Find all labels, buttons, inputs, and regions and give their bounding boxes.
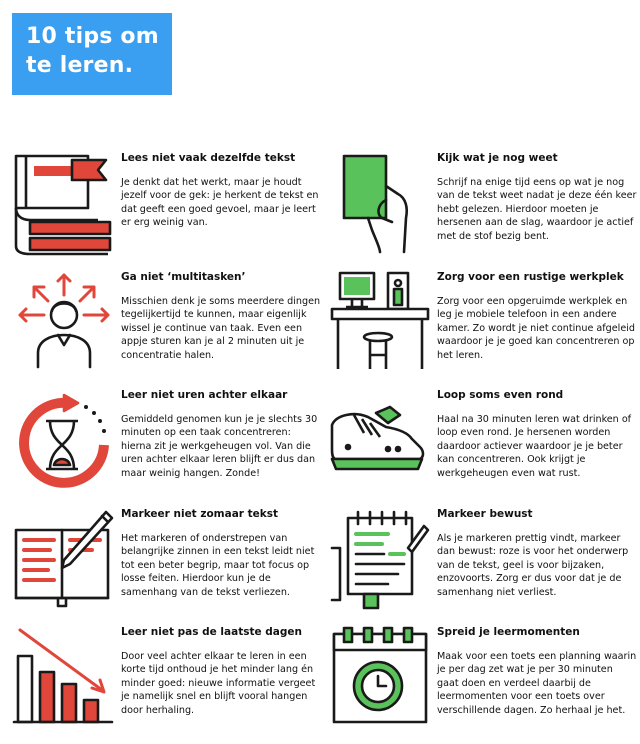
calendar-clock-icon xyxy=(328,626,432,730)
tip-heading: Kijk wat je nog weet xyxy=(437,152,558,164)
book-marker-icon xyxy=(12,508,116,612)
tip-body: Misschien denk je soms meerdere dingen tegelijkertijd te kunnen, maar eigenlijk wissel je continue van taak. Even een appje sturen kan je al 2 minuten uit je concentratie halen. xyxy=(121,296,321,361)
tip-heading: Spreid je leermomenten xyxy=(437,626,580,638)
tip-6 xyxy=(328,389,632,507)
tip-body: Het markeren of onderstrepen van belangrijke zinnen in een tekst leidt niet tot een beter begrip, maar tot focus op losse feiten. Hierdoor kun je de samenhang van de tekst verliezen. xyxy=(121,533,315,598)
tip-heading: Markeer bewust xyxy=(437,508,533,520)
tip-2 xyxy=(328,152,637,270)
tip-9 xyxy=(12,626,316,744)
tip-heading: Lees niet vaak dezelfde tekst xyxy=(121,152,296,164)
tip-heading: Zorg voor een rustige werkplek xyxy=(437,271,624,283)
tip-10 xyxy=(328,626,637,744)
tip-1 xyxy=(12,152,319,270)
notebook-pen-icon xyxy=(328,508,432,612)
tip-4 xyxy=(328,271,635,389)
tip-heading: Leer niet pas de laatste dagen xyxy=(121,626,302,638)
desk-computer-icon xyxy=(328,271,432,375)
multitask-person-icon xyxy=(12,271,116,375)
tip-body: Je denkt dat het werkt, maar je houdt jezelf voor de gek: je herkent de tekst en dat geeft een goed gevoel, maar je leert er erg weinig van. xyxy=(121,177,319,229)
tip-body: Haal na 30 minuten leren wat drinken of loop even rond. Je hersenen worden daardoor actiever waardoor je je beter kan concentreren. Ook krijgt je werkgeheugen even wat rust. xyxy=(437,414,632,479)
tip-8 xyxy=(328,508,628,626)
tip-3 xyxy=(12,271,321,389)
tip-body: Als je markeren prettig vindt, markeer dan bewust: roze is voor het onderwerp van de tekst, geel is voor bijzaken, enzovoorts. Zorg er dus voor dat je de samenhang niet verliest. xyxy=(437,533,629,598)
sneaker-icon xyxy=(328,389,432,493)
tip-heading: Markeer niet zomaar tekst xyxy=(121,508,279,520)
tip-body: Gemiddeld genomen kun je je slechts 30 minuten op een taak concentreren: hierna zit je werkgeheugen vol. Van die uren achter elkaar leren blijft er dus dan maar weinig hangen. Zonde! xyxy=(121,414,318,479)
tip-heading: Leer niet uren achter elkaar xyxy=(121,389,288,401)
green-card-hand-icon xyxy=(328,152,432,256)
tip-heading: Ga niet ‘multitasken’ xyxy=(121,271,246,283)
hourglass-cycle-icon xyxy=(12,389,116,493)
tip-heading: Loop soms even rond xyxy=(437,389,564,401)
title-line-1: 10 tips om xyxy=(26,24,159,49)
books-icon xyxy=(12,152,116,256)
tip-body: Zorg voor een opgeruimde werkplek en leg je mobiele telefoon in een andere kamer. Zo wordt je niet continue afgeleid waardoor je je goed kan concentreren op het leren. xyxy=(437,296,635,361)
title-line-2: te leren. xyxy=(26,53,134,78)
tip-body: Maak voor een toets een planning waarin je per dag zet wat je per 30 minuten gaat doen en verdeel daarbij de leermomenten voor een toets over verschillende dagen. Zo herhaal je het. xyxy=(437,651,637,716)
declining-chart-icon xyxy=(12,626,116,730)
tip-7 xyxy=(12,508,315,626)
tip-body: Door veel achter elkaar te leren in een korte tijd onthoud je het minder lang én minder goed: nieuwe informatie vergeet je namelijk snel en blijft vooral hangen door herhaling. xyxy=(121,651,316,716)
title-banner xyxy=(12,13,172,95)
tip-5 xyxy=(12,389,318,507)
tip-body: Schrijf na enige tijd eens op wat je nog van de tekst weet nadat je deze één keer hebt gelezen. Hierdoor moeten je hersenen aan de slag, waardoor je actief met de stof bezig bent. xyxy=(437,177,637,242)
